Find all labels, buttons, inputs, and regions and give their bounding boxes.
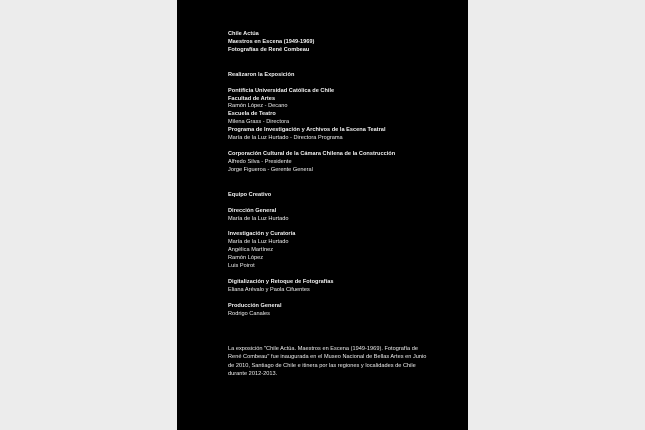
digital-people: Eliana Arévalo y Paola Cifuentes [228, 286, 310, 293]
exhibition-subtitle: Maestros en Escena (1949-1969) [228, 38, 315, 45]
production-person: Rodrigo Canales [228, 310, 270, 317]
credits-page [177, 0, 468, 430]
faculty-name: Facultad de Artes [228, 95, 276, 102]
corporation-person-1: Alfredo Silva - Presidente [228, 158, 292, 165]
university-name: Pontificia Universidad Católica de Chile [228, 87, 335, 94]
digital-heading: Digitalización y Retoque de Fotografías [228, 278, 334, 285]
credits-content [228, 31, 433, 379]
exhibition-photos-credit: Fotografías de René Combeau [228, 46, 310, 53]
school-person: Milena Grass - Directora [228, 119, 290, 126]
exhibition-title: Chile Actúa [228, 31, 259, 37]
corporation-person-2: Jorge Figueroa - Gerente General [228, 166, 313, 173]
direction-person: María de la Luz Hurtado [228, 215, 289, 222]
program-name: Programa de Investigación y Archivos de la Escena Teatral [228, 127, 386, 134]
program-person: María de la Luz Hurtado - Directora Programa [228, 135, 343, 142]
research-person: María de la Luz Hurtado [228, 239, 289, 246]
production-heading: Producción General [228, 302, 282, 309]
corporation-name: Corporación Cultural de la Cámara Chilena de la Construcción [228, 150, 396, 157]
exhibition-note: La exposición "Chile Actúa. Maestros en Escena (1949-1969). Fotografía de René Combeau" fue inaugurada en el Museo Nacional de Bellas Artes en Junio de 2010, Santiago de Chile e itinera por las regiones y localidades de Chile durante 2012-2013. [228, 345, 427, 378]
research-person: Luis Poirot [228, 263, 255, 270]
research-person: Ramón López [228, 255, 264, 262]
school-name: Escuela de Teatro [228, 111, 276, 118]
produced-by-heading: Realizaron la Exposición [228, 71, 295, 78]
team-heading: Equipo Creativo [228, 191, 272, 198]
research-person: Angélica Martínez [228, 247, 274, 254]
direction-heading: Dirección General [228, 207, 277, 214]
faculty-person: Ramón López - Decano [228, 103, 288, 110]
research-heading: Investigación y Curatoría [228, 231, 296, 238]
